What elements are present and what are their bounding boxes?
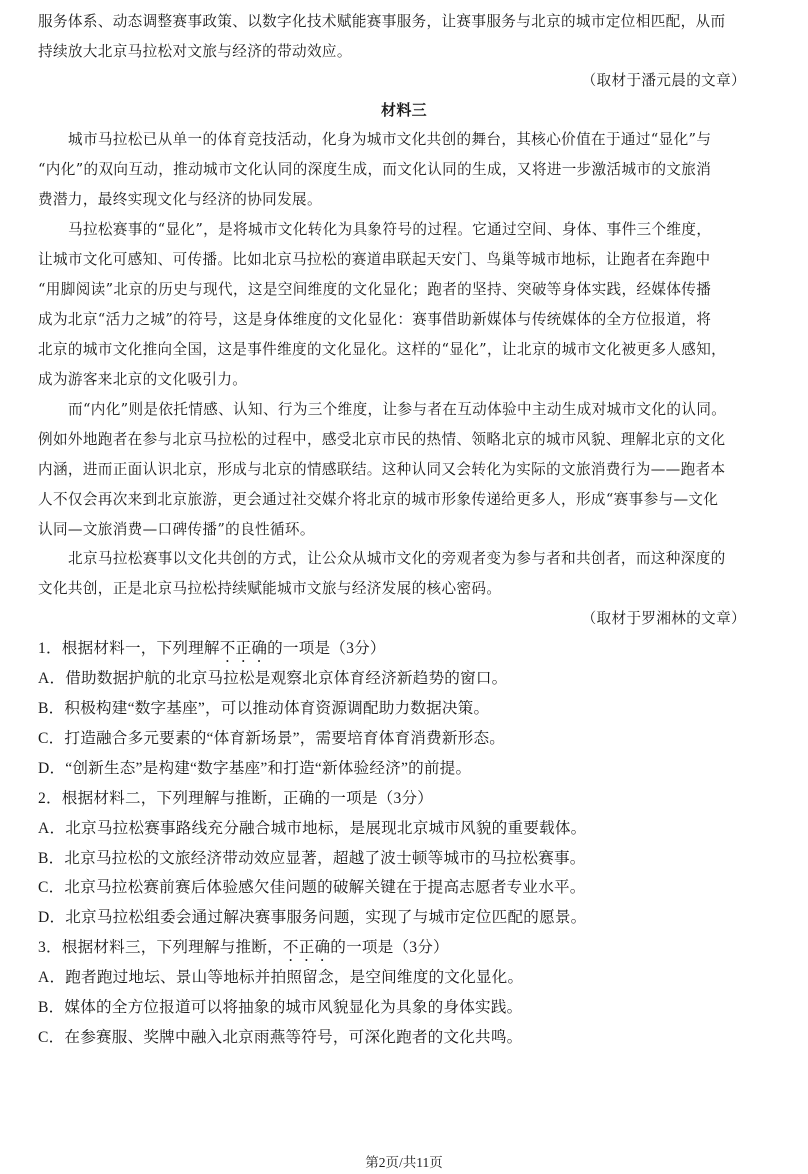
paragraph-1-line-2: “内化”的双向互动，推动城市文化认同的深度生成，而文化认同的生成，又将进一步激活城市的文旅消 <box>38 161 712 178</box>
source-citation-1: （取材于潘元晨的文章） <box>581 72 746 89</box>
section-title: 材料三 <box>380 101 428 119</box>
question-2-option-a: A．北京马拉松赛事路线充分融合城市地标，是展现北京城市风貌的重要载体。 <box>38 820 587 837</box>
question-1-option-c: C．打造融合多元要素的“体育新场景”，需要培育体育消费新形态。 <box>38 730 506 747</box>
paragraph-2-line-2: 让城市文化可感知、可传播。比如北京马拉松的赛道串联起天安门、鸟巢等城市地标，让跑者在奔跑中 <box>38 251 711 268</box>
paragraph-4-line-1: 北京马拉松赛事以文化共创的方式，让公众从城市文化的旁观者变为参与者和共创者，而这种深度的 <box>68 550 726 567</box>
question-3-stem-after: 的一项是（3分） <box>330 939 449 956</box>
question-2-option-d: D．北京马拉松组委会通过解决赛事服务问题，实现了与城市定位匹配的愿景。 <box>38 909 587 926</box>
paragraph-4-line-2: 文化共创，正是北京马拉松持续赋能城市文旅与经济发展的核心密码。 <box>38 580 502 597</box>
paragraph-2-line-6: 成为游客来北京的文化吸引力。 <box>38 371 248 388</box>
source-citation-2: （取材于罗湘林的文章） <box>581 610 746 627</box>
question-3-stem-before: 3．根据材料三，下列理解与推断， <box>38 939 283 956</box>
question-3-emphasis: 不正确 <box>282 939 331 956</box>
paragraph-2-line-4: 成为北京“活力之城”的符号，这是身体维度的文化显化：赛事借助新媒体与传统媒体的全方位报道，将 <box>38 311 712 328</box>
paragraph-2-line-1: 马拉松赛事的“显化”，是将城市文化转化为具象符号的过程。它通过空间、身体、事件三个维度， <box>68 221 712 238</box>
question-3-option-a: A．跑者跑过地坛、景山等地标并拍照留念，是空间维度的文化显化。 <box>38 969 524 986</box>
paragraph-2-line-3: “用脚阅读”北京的历史与现代，这是空间维度的文化显化；跑者的坚持、突破等身体实践，经媒体传播 <box>38 281 712 298</box>
paragraph-3-line-5: 认同—文旅消费—口碑传播”的良性循环。 <box>38 521 315 538</box>
question-3-stem <box>38 938 768 965</box>
paragraph-3-line-4: 人不仅会再次来到北京旅游，更会通过社交媒介将北京的城市形象传递给更多人，形成“赛事参与—文化 <box>38 491 719 508</box>
paragraph-1-line-3: 费潜力，最终实现文化与经济的协同发展。 <box>38 191 322 208</box>
paragraph-3-line-1: 而“内化”则是依托情感、认知、行为三个维度，让参与者在互动体验中主动生成对城市文化的认同。 <box>68 401 727 418</box>
question-1-emphasis: 不正确 <box>219 640 268 657</box>
question-1-option-a: A．借助数据护航的北京马拉松是观察北京体育经济新趋势的窗口。 <box>38 670 508 687</box>
paragraph-3-line-3: 内涵，进而正面认识北京，形成与北京的情感联结。这种认同又会转化为实际的文旅消费行为——跑者本 <box>38 461 726 478</box>
paragraph-2-line-5: 北京的城市文化推向全国，这是事件维度的文化显化。这样的“显化”，让北京的城市文化被更多人感知， <box>38 341 727 358</box>
question-1-stem-after: 的一项是（3分） <box>267 640 386 657</box>
question-1-stem-before: 1．根据材料一，下列理解 <box>38 640 220 657</box>
question-2-option-c: C．北京马拉松赛前赛后体验感欠佳问题的破解关键在于提高志愿者专业水平。 <box>38 879 586 896</box>
question-1-option-d: D．“创新生态”是构建“数字基座”和打造“新体验经济”的前提。 <box>38 760 472 777</box>
paragraph-1-line-1: 城市马拉松已从单一的体育竞技活动，化身为城市文化共创的舞台，其核心价值在于通过“显化”与 <box>68 131 712 148</box>
question-1-option-b: B．积极构建“数字基座”，可以推动体育资源调配助力数据决策。 <box>38 700 490 717</box>
question-1-stem <box>38 639 768 666</box>
question-3-option-c: C．在参赛服、奖牌中融入北京雨燕等符号，可深化跑者的文化共鸣。 <box>38 1029 523 1046</box>
question-3-option-b: B．媒体的全方位报道可以将抽象的城市风貌显化为具象的身体实践。 <box>38 999 523 1016</box>
question-2-option-b: B．北京马拉松的文旅经济带动效应显著，超越了波士顿等城市的马拉松赛事。 <box>38 850 586 867</box>
intro-line-1: 服务体系、动态调整赛事政策、以数字化技术赋能赛事服务，让赛事服务与北京的城市定位相匹配，从而 <box>38 13 726 30</box>
paragraph-3-line-2: 例如外地跑者在参与北京马拉松的过程中，感受北京市民的热情、领略北京的城市风貌、理解北京的文化 <box>38 431 726 448</box>
page-footer: 第2页/共11页 <box>365 1155 443 1170</box>
question-2-stem: 2．根据材料二，下列理解与推断，正确的一项是（3分） <box>38 790 434 807</box>
intro-line-2: 持续放大北京马拉松对文旅与经济的带动效应。 <box>38 43 352 60</box>
